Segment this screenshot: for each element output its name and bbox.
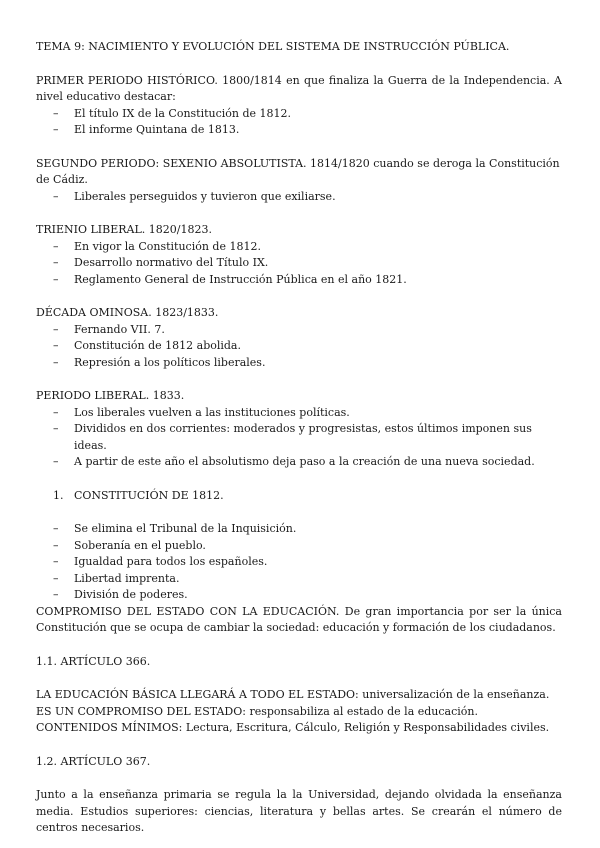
list-item: – El informe Quintana de 1813. <box>36 122 562 139</box>
section-periodo-liberal <box>36 388 562 471</box>
text-line: LA EDUCACIÓN BÁSICA LLEGARÁ A TODO EL ESTADO: universalización de la enseñanza. <box>36 688 550 701</box>
section-heading: SEGUNDO PERIODO: SEXENIO ABSOLUTISTA. 1814/1820 cuando se deroga la Constitución de Cádiz. <box>36 156 560 186</box>
articulo-367-paragraph: Junto a la enseñanza primaria se regula la la Universidad, dejando olvidada la enseñanza media. Estudios superiores: ciencias, literatura y bellas artes. Se crearán el número de centros necesarios. <box>36 788 562 834</box>
bullet-list <box>36 405 562 471</box>
text-line: CONTENIDOS MÍNIMOS: Lectura, Escritura, Cálculo, Religión y Responsabilidades civiles. <box>36 721 550 734</box>
section-heading: DÉCADA OMINOSA. 1823/1833. <box>36 306 219 319</box>
list-item: – Reglamento General de Instrucción Pública en el año 1821. <box>36 272 562 289</box>
list-item: – Constitución de 1812 abolida. <box>36 338 562 355</box>
section-decada-ominosa <box>36 305 562 371</box>
section-primer-periodo <box>36 73 562 139</box>
section-heading: PRIMER PERIODO HISTÓRICO. 1800/1814 en que finaliza la Guerra de la Independencia. A nivel educativo destacar: <box>36 73 562 103</box>
list-item: – División de poderes. <box>36 587 562 604</box>
list-item: – Soberanía en el pueblo. <box>36 538 562 555</box>
list-item: – Libertad imprenta. <box>36 571 562 588</box>
bullet-list <box>36 189 562 206</box>
articulo-367-heading: 1.2. ARTÍCULO 367. <box>36 754 151 768</box>
compromiso-paragraph: COMPROMISO DEL ESTADO CON LA EDUCACIÓN. De gran importancia por ser la única Constitución que se ocupa de cambiar la sociedad: educación y formación de los ciudadanos. <box>36 604 562 634</box>
articulo-366-body <box>36 687 562 737</box>
section-trienio-liberal <box>36 222 562 288</box>
list-item: – Represión a los políticos liberales. <box>36 355 562 372</box>
list-item: – Desarrollo normativo del Título IX. <box>36 255 562 272</box>
text-line: ES UN COMPROMISO DEL ESTADO: responsabiliza al estado de la educación. <box>36 704 478 718</box>
list-item: – Divididos en dos corrientes: moderados y progresistas, estos últimos imponen sus ideas. <box>36 421 562 454</box>
heading-number: 1. <box>53 488 64 502</box>
section-segundo-periodo <box>36 156 562 206</box>
numbered-heading <box>36 488 562 505</box>
bullet-list <box>36 239 562 289</box>
list-item: – Los liberales vuelven a las instituciones políticas. <box>36 405 562 422</box>
list-item: – El título IX de la Constitución de 1812. <box>36 106 562 123</box>
list-item: – Fernando VII. 7. <box>36 322 562 339</box>
bullet-list <box>36 322 562 372</box>
bullet-list-constitucion <box>36 521 562 604</box>
document-title: TEMA 9: NACIMIENTO Y EVOLUCIÓN DEL SISTEMA DE INSTRUCCIÓN PÚBLICA. <box>36 40 510 53</box>
bullet-list <box>36 106 562 139</box>
section-heading: PERIODO LIBERAL. 1833. <box>36 389 185 402</box>
list-item: – A partir de este año el absolutismo deja paso a la creación de una nueva sociedad. <box>36 454 562 471</box>
list-item: – En vigor la Constitución de 1812. <box>36 239 562 256</box>
list-item: – Se elimina el Tribunal de la Inquisición. <box>36 521 562 538</box>
section-heading: TRIENIO LIBERAL. 1820/1823. <box>36 223 212 236</box>
articulo-366-heading: 1.1. ARTÍCULO 366. <box>36 654 151 668</box>
document-page <box>36 39 562 837</box>
list-item: – Liberales perseguidos y tuvieron que exiliarse. <box>36 189 562 206</box>
list-item: – Igualdad para todos los españoles. <box>36 554 562 571</box>
heading-text: CONSTITUCIÓN DE 1812. <box>74 488 224 502</box>
